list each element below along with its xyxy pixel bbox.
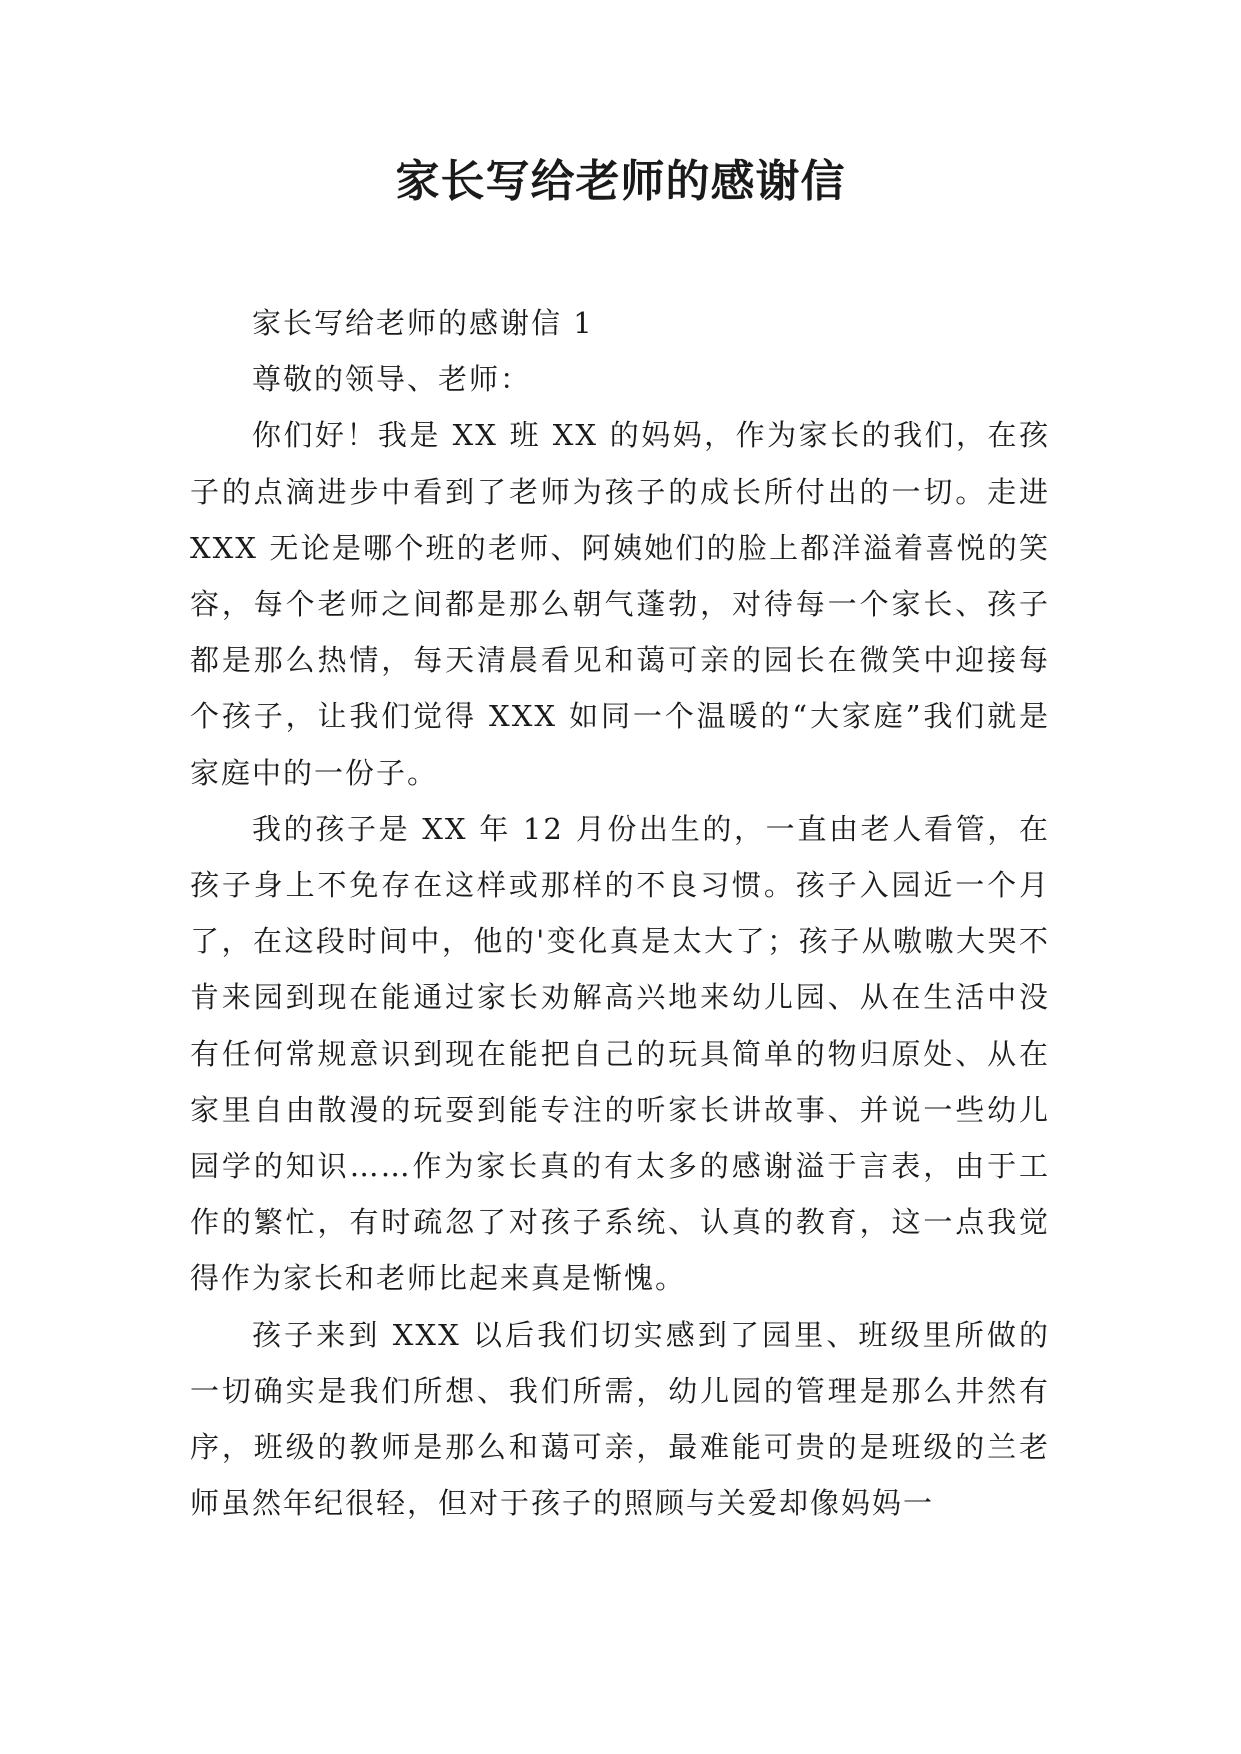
document-body [190, 295, 1050, 1531]
salutation: 尊敬的领导、老师： [252, 362, 532, 397]
letter-heading: 家长写给老师的感谢信 1 [252, 306, 594, 340]
document-title: 家长写给老师的感谢信 [395, 156, 846, 207]
paragraph: 孩子来到 XXX 以后我们切实感到了园里、班级里所做的一切确实是我们所想、我们所需，幼儿园的管理是那么井然有序，班级的教师是那么和蔼可亲，最难能可贵的是班级的兰老师虽然年纪很轻，但对于孩子的照顾与关爱却像妈妈一 [190, 1317, 1050, 1521]
paragraph: 你们好！我是 XX 班 XX 的妈妈，作为家长的我们，在孩子的点滴进步中看到了老师为孩子的成长所付出的一切。走进 XXX 无论是哪个班的老师、阿姨她们的脸上都洋溢着喜悦的笑容，每个老师之间都是那么朝气蓬勃，对待每一个家长、孩子都是那么热情，每天清晨看见和蔼可亲的园长在微笑中迎接每个孩子，让我们觉得 XXX 如同一个温暖的“大家庭”我们就是家庭中的一份子。 [190, 418, 1050, 790]
paragraph: 我的孩子是 XX 年 12 月份出生的，一直由老人看管，在孩子身上不免存在这样或那样的不良习惯。孩子入园近一个月了，在这段时间中，他的'变化真是太大了；孩子从嗷嗷大哭不肯来园到现在能通过家长劝解高兴地来幼儿园、从在生活中没有任何常规意识到现在能把自己的玩具简单的物归原处、从在家里自由散漫的玩耍到能专注的听家长讲故事、并说一些幼儿园学的知识……作为家长真的有太多的感谢溢于言表，由于工作的繁忙，有时疏忽了对孩子系统、认真的教育，这一点我觉得作为家长和老师比起来真是惭愧。 [190, 811, 1050, 1296]
